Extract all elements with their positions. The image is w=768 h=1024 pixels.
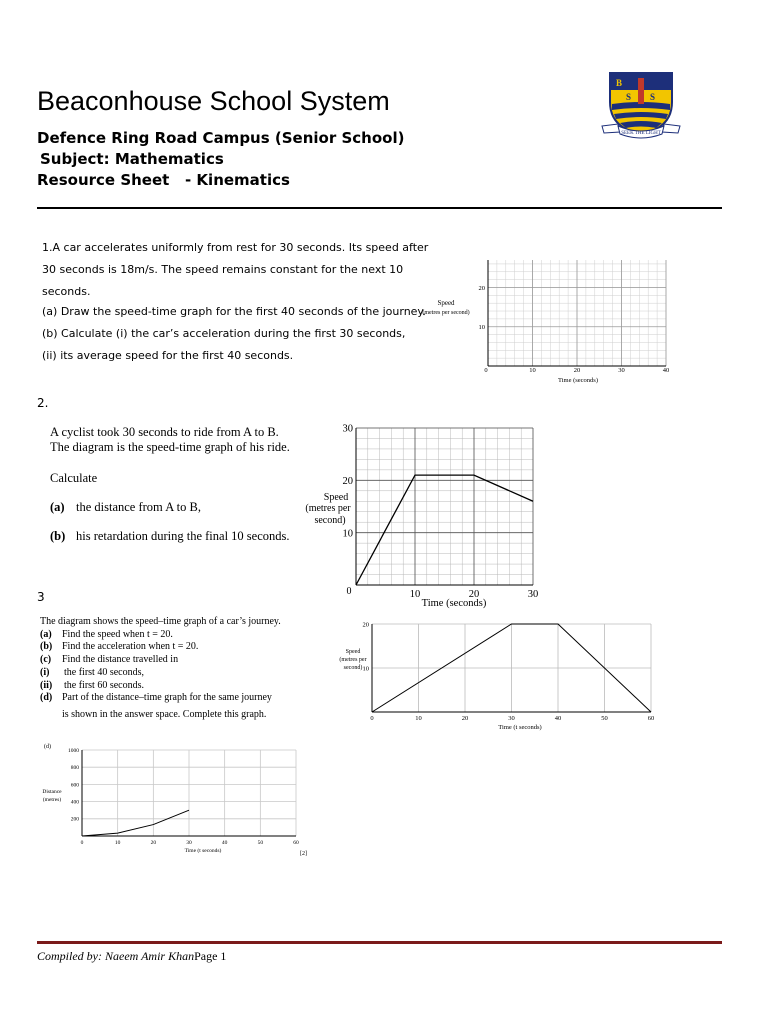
q3-part-cii-label: (ii) — [40, 680, 53, 691]
x-tick-label: 20 — [461, 715, 469, 722]
school-crest-logo — [598, 70, 684, 140]
q3d-marks — [68, 748, 299, 846]
y-tick-label: 20 — [342, 476, 353, 488]
y-tick-label: 400 — [70, 799, 79, 806]
y-tick-label: 20 — [478, 284, 485, 292]
q3-part-a-label: (a) — [40, 629, 52, 640]
subject-line: Subject: Mathematics — [40, 150, 224, 168]
x-tick-label: 20 — [573, 367, 581, 374]
q3-part-ci-label: (i) — [40, 667, 50, 678]
q1-line-6: (ii) its average speed for the first 40 seconds. — [42, 349, 294, 362]
y-tick-label: 30 — [342, 423, 353, 435]
q3-part-a-text: Find the speed when t = 20. — [62, 629, 173, 640]
q2-ylabel-3: second) — [314, 515, 346, 526]
q2-xlabel: Time (seconds) — [421, 598, 487, 609]
q3-part-cii-text: the first 60 seconds. — [64, 680, 144, 691]
q3-ylabel-1: Speed — [345, 649, 361, 655]
y-tick-label: 10 — [478, 324, 485, 332]
q3d-ylabel-2: (metres) — [42, 797, 62, 803]
logo-letter-s1: S — [626, 92, 632, 102]
q1-line-5: (b) Calculate (i) the car’s acceleration during the first 30 seconds, — [42, 327, 406, 340]
logo-motto: SEEK THE LIGHT — [621, 131, 661, 136]
q1-line-2: 30 seconds is 18m/s. The speed remains constant for the next 10 — [42, 263, 404, 276]
q3-part-d-text: Part of the distance–time graph for the same journey — [62, 692, 272, 703]
x-tick-label: 10 — [415, 715, 422, 722]
series-line-0 — [82, 810, 189, 836]
x-tick-label: 0 — [370, 715, 374, 722]
x-tick-label: 40 — [221, 840, 228, 846]
q1-line-1: 1.A car accelerates uniformly from rest for 30 seconds. Its speed after — [42, 241, 429, 254]
q3-part-ci-text: the first 40 seconds, — [64, 667, 144, 678]
q1-line-4: (a) Draw the speed-time graph for the first 40 seconds of the journey. — [42, 305, 426, 318]
q3d-distance-time-graph — [36, 740, 312, 858]
q1-grid — [488, 260, 666, 366]
q1-ylabel-1: Speed — [437, 299, 455, 307]
x-tick-label: 30 — [527, 589, 539, 600]
x-tick-label: 30 — [508, 715, 515, 722]
q3-marks — [363, 622, 655, 722]
x-tick-label: 30 — [186, 840, 192, 846]
x-tick-label: 40 — [554, 715, 562, 722]
q2-b-label: (b) — [50, 529, 66, 543]
q2-number: 2. — [37, 396, 49, 410]
x-tick-label: 50 — [257, 840, 264, 846]
footer-page: Page 1 — [194, 949, 227, 963]
q2-line-2: The diagram is the speed-time graph of his ride. — [50, 440, 290, 454]
q2-ylabel-1: Speed — [323, 492, 349, 503]
q1-ylabel-2: (metres per second) — [422, 310, 470, 316]
q2-line-1: A cyclist took 30 seconds to ride from A to B. — [50, 425, 279, 439]
header-rule — [37, 207, 722, 209]
logo-letter-s2: S — [650, 92, 656, 102]
school-name: Beaconhouse School System — [37, 86, 390, 116]
q2-calculate: Calculate — [50, 471, 98, 485]
x-tick-label: 10 — [114, 840, 121, 846]
q3d-ylabel-1: Distance — [42, 789, 62, 795]
y-tick-label: 800 — [70, 765, 79, 772]
footer — [37, 949, 226, 964]
logo-letter-b: B — [616, 78, 623, 88]
q2-origin: 0 — [346, 586, 352, 597]
x-tick-label: 10 — [409, 589, 421, 600]
q3-intro: The diagram shows the speed–time graph of a car’s journey. — [40, 616, 281, 627]
x-tick-label: 20 — [150, 840, 157, 846]
q1-origin: 0 — [484, 367, 488, 374]
q3-part-c-text: Find the distance travelled in — [62, 654, 179, 665]
y-tick-label: 10 — [342, 528, 353, 540]
campus-name: Defence Ring Road Campus (Senior School) — [37, 129, 405, 147]
x-tick-label: 10 — [529, 367, 536, 374]
q1-line-3: seconds. — [42, 285, 91, 298]
q1-marks — [479, 260, 670, 374]
x-tick-label: 60 — [293, 840, 299, 846]
q3-ylabel-3: second) — [343, 665, 363, 671]
footer-rule — [37, 941, 722, 944]
q2-a-label: (a) — [50, 500, 65, 514]
y-tick-label: 600 — [70, 782, 79, 789]
resource-line: Resource Sheet - Kinematics — [37, 171, 290, 189]
q2-speed-time-graph — [290, 418, 550, 613]
q2-b-text: his retardation during the final 10 seconds. — [76, 529, 290, 543]
series-line-0 — [356, 475, 533, 585]
q3-part-b-text: Find the acceleration when t = 20. — [62, 641, 199, 652]
footer-compiled-by: Compiled by: Naeem Amir Khan — [37, 949, 195, 963]
q2-ylabel-2: (metres per — [305, 503, 351, 514]
q3-part-d-cont: is shown in the answer space. Complete this graph. — [62, 709, 267, 720]
x-tick-label: 50 — [601, 715, 608, 722]
q3d-part-label: (d) — [44, 744, 51, 750]
q3-part-c-label: (c) — [40, 654, 52, 665]
y-tick-label: 200 — [70, 816, 79, 823]
y-tick-label: 10 — [362, 665, 369, 673]
x-tick-label: 40 — [662, 367, 670, 374]
x-tick-label: 60 — [647, 715, 655, 722]
x-tick-label: 30 — [618, 367, 625, 374]
q3-xlabel: Time (t seconds) — [498, 724, 542, 731]
y-tick-label: 20 — [362, 622, 369, 629]
q3-speed-time-graph — [320, 622, 666, 734]
q3-ylabel-2: (metres per — [339, 657, 367, 663]
q3-number: 3 — [37, 590, 45, 604]
q3-part-d-label: (d) — [40, 692, 53, 703]
q1-xlabel: Time (seconds) — [557, 377, 599, 384]
q1-speed-time-graph — [408, 248, 678, 393]
q3d-marks-label: [2] — [300, 851, 307, 857]
q3d-grid — [82, 750, 296, 836]
x-tick-label: 0 — [80, 840, 84, 846]
q3-part-b-label: (b) — [40, 641, 53, 652]
q3-grid — [372, 624, 651, 712]
q3d-xlabel: Time (t seconds) — [184, 848, 222, 854]
q2-grid — [356, 428, 533, 585]
q2-a-text: the distance from A to B, — [76, 500, 201, 514]
y-tick-label: 1000 — [68, 747, 79, 754]
x-tick-label: 20 — [468, 589, 480, 600]
